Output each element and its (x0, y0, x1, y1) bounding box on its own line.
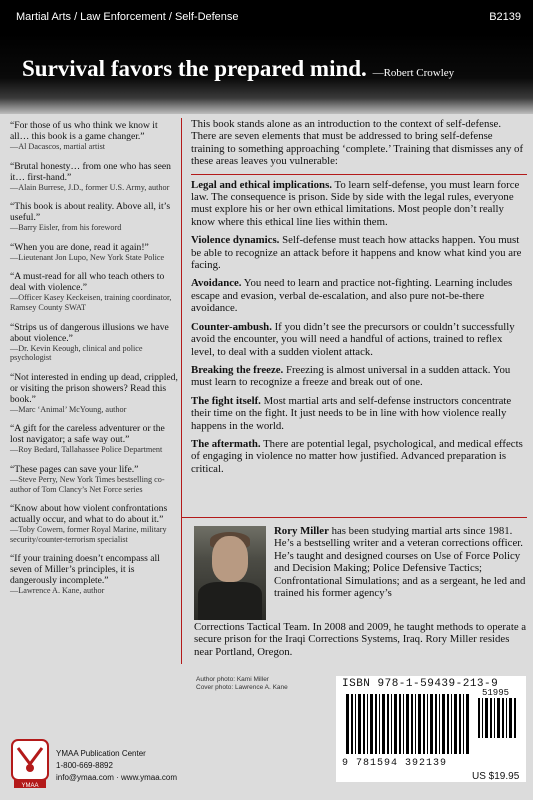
praise-quote (10, 372, 178, 415)
element-paragraph (191, 179, 527, 229)
praise-text: “For those of us who think we know it all… this book is a game changer.” (10, 120, 158, 142)
praise-text: “Not interested in ending up dead, crippled, or visiting the prison showers? Read this book.” (10, 371, 178, 405)
praise-text: “A must-read for all who teach others to deal with violence.” (10, 271, 165, 294)
addon-barcode (478, 698, 520, 738)
top-bar (0, 0, 533, 34)
praise-author: —Dr. Kevin Keough, clinical and police psychologist (10, 343, 143, 363)
praise-quote (10, 271, 178, 312)
praise-author: —Marc ‘Animal’ McYoung, author (10, 404, 127, 414)
description-column (191, 114, 527, 481)
element-body: You need to learn and practice not-fighting. Learning includes escape and evasion, verbal de-escalation, and also pure not-be-there avoidance. (191, 277, 513, 315)
element-paragraph (191, 321, 527, 358)
praise-quote (10, 553, 178, 596)
publisher-contact: info@ymaa.com · www.ymaa.com (56, 773, 178, 782)
praise-author: —Alain Burrese, J.D., former U.S. Army, author (10, 182, 170, 192)
author-rule (182, 517, 527, 518)
author-bio (274, 525, 527, 599)
praise-author: —Roy Bedard, Tallahassee Police Department (10, 445, 163, 455)
praise-column (10, 120, 178, 605)
element-body: Self-defense must teach how attacks happen. You must be able to recognize an attack before it happens and know what kind you are facing. (191, 234, 522, 272)
publisher-name: YMAA Publication Center (56, 749, 146, 758)
praise-text: “Strips us of dangerous illusions we have about violence.” (10, 321, 169, 344)
intro-rule (191, 174, 527, 175)
photo-credits (196, 676, 288, 692)
headline-attribution: —Robert Crowley (372, 67, 455, 79)
praise-text: “When you are done, read it again!” (10, 241, 149, 253)
praise-quote (10, 161, 178, 193)
element-paragraph (191, 438, 527, 475)
praise-quote (10, 464, 178, 494)
praise-author: —Barry Eisler, from his foreword (10, 223, 122, 233)
praise-author: —Lawrence A. Kane, author (10, 586, 105, 596)
publisher-info (56, 748, 177, 784)
praise-text: “Brutal honesty… from one who has seen it… first-hand.” (10, 160, 171, 183)
ean-barcode (346, 694, 472, 754)
element-body: If you didn’t see the precursors or couldn’t successfully avoid the encounter, you will need a handful of actions, trained to reflex level, to deal with a sudden violent attack. (191, 320, 515, 358)
author-bio-continued: Corrections Tactical Team. In 2008 and 2009, he taught methods to operate a secure prison for the Iraqi Corrections Systems, Iraq. Rory Miller resides near Portland, Oregon. (194, 621, 527, 658)
element-paragraph (191, 364, 527, 389)
praise-quote (10, 423, 178, 455)
praise-text: “Know about how violent confrontations actually occur, and what to do about it.” (10, 503, 168, 526)
ymaa-logo (10, 738, 50, 790)
praise-author: —Toby Cowern, former Royal Marine, military security/counter-terrorism specialist (10, 525, 167, 544)
barcode-block (336, 676, 526, 782)
element-title: Breaking the freeze. (191, 363, 284, 376)
element-title: Legal and ethical implications. (191, 178, 332, 191)
praise-author: —Officer Kasey Keckeisen, training coordinator, Ramsey County SWAT (10, 293, 172, 312)
element-title: Violence dynamics. (191, 234, 280, 247)
cover-photo-credit: Cover photo: Lawrence A. Kane (196, 684, 288, 691)
ean-number: 9 781594 392139 (342, 758, 448, 769)
publisher-phone: 1-800-669-8892 (56, 761, 113, 770)
headline-band (0, 34, 533, 114)
element-paragraph (191, 277, 527, 314)
praise-text: “These pages can save your life.” (10, 463, 139, 475)
praise-author: —Al Dacascos, martial artist (10, 142, 106, 151)
element-body: There are potential legal, psychological, and medical effects of engaging in violence no matter how justified. Advanced preparation is critical. (191, 437, 523, 475)
praise-quote (10, 503, 178, 544)
praise-quote (10, 242, 178, 263)
element-paragraph (191, 395, 527, 432)
headline-quote: Survival favors the prepared mind. (22, 56, 367, 81)
isbn-number: ISBN 978-1-59439-213-9 (342, 678, 499, 690)
element-title: The aftermath. (191, 437, 261, 450)
praise-quote (10, 201, 178, 233)
praise-text: “A gift for the careless adventurer or the lost navigator; a safe way out.” (10, 423, 165, 446)
element-title: Counter-ambush. (191, 320, 272, 333)
element-body: Most martial arts and self-defense instructors concentrate their time on the fight. It just needs to be in line with how violence really happens in the world. (191, 394, 512, 432)
praise-text: “This book is about reality. Above all, it’s useful.” (10, 201, 171, 224)
price-addon-code: 51995 (482, 688, 510, 698)
author-photo-credit: Author photo: Kami Miller (196, 676, 269, 683)
praise-author: —Steve Perry, New York Times bestselling co-author of Tom Clancy’s Net Force series (10, 474, 165, 494)
praise-text: “If your training doesn’t encompass all seven of Miller’s principles, it is dangerously incomplete.” (10, 553, 160, 587)
book-code: B2139 (489, 11, 521, 23)
author-photo (194, 526, 266, 620)
element-body: To learn self-defense, you must learn force law. The consequence is prison. Side by side with the legal rules, everyone must explore his or her own ethical limitations. Most people don’t really know where this ethical line lies within them. (191, 178, 520, 228)
column-divider (181, 118, 182, 664)
element-title: The fight itself. (191, 394, 261, 407)
category-line: Martial Arts / Law Enforcement / Self-Defense (16, 11, 239, 23)
element-paragraph (191, 234, 527, 271)
headline (22, 56, 454, 82)
author-name: Rory Miller (274, 525, 329, 537)
praise-quote (10, 322, 178, 363)
author-bio-top: has been studying martial arts since 1981. He’s a bestselling writer and a veteran corrections officer. He’s taught and designed courses on Use of Force Policy and Decision Making; Police Defensive Tactics; Confrontational Simulations; and as a sergeant, he led and trained his former agency’s (274, 525, 526, 600)
praise-quote (10, 120, 178, 152)
element-body: Freezing is almost universal in a sudden attack. You must learn to recognize a freeze and break out of one. (191, 363, 511, 389)
price: US $19.95 (472, 771, 520, 782)
element-title: Avoidance. (191, 277, 242, 290)
praise-author: —Lieutenant Jon Lupo, New York State Police (10, 252, 165, 262)
intro-paragraph: This book stands alone as an introduction to the context of self-defense. There are seven elements that must be addressed to bring self-defense training to something approaching ‘complete.’ Training that dismisses any of these areas leaves you vulnerable: (191, 118, 524, 168)
logo-wordmark: YMAA (21, 783, 39, 789)
